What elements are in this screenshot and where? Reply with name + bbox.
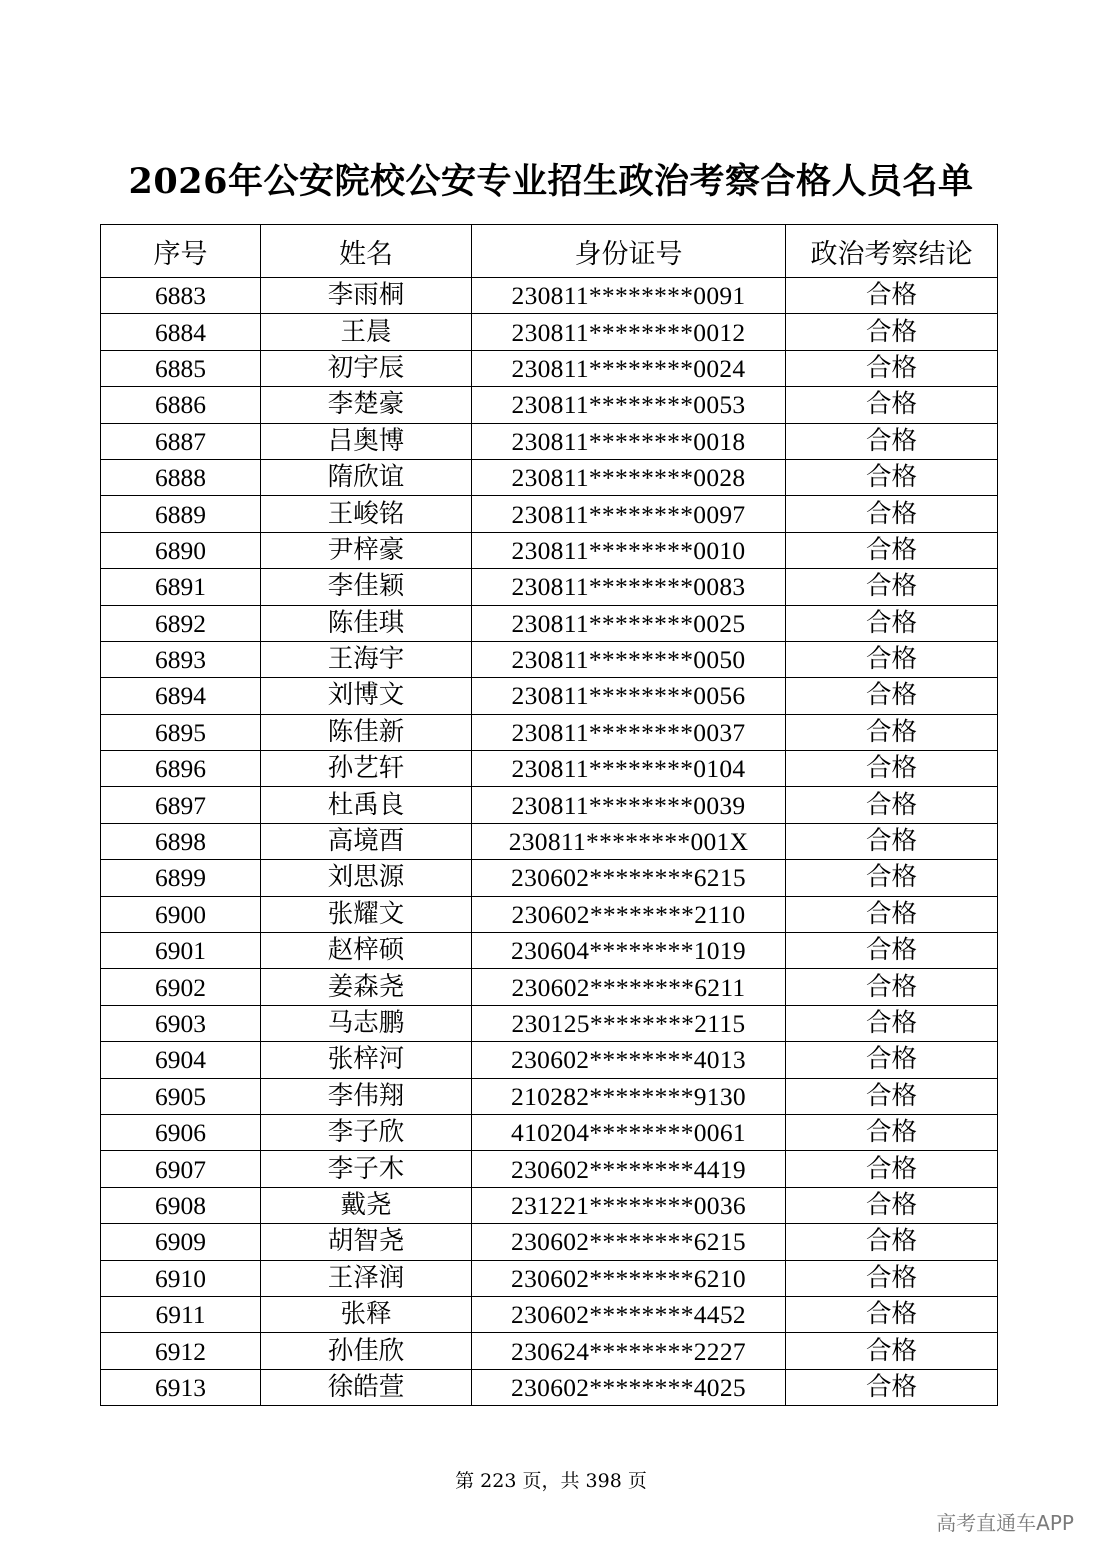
header-name: 姓名	[261, 225, 472, 278]
result-cell: 合格	[786, 532, 998, 568]
result-cell: 合格	[786, 387, 998, 423]
seq-cell: 6908	[101, 1187, 261, 1223]
header-seq: 序号	[101, 225, 261, 278]
name-cell: 张释	[261, 1296, 472, 1332]
id-number-cell: 230811********0025	[472, 605, 786, 641]
result-cell: 合格	[786, 1042, 998, 1078]
id-number-cell: 230602********4452	[472, 1296, 786, 1332]
seq-cell: 6883	[101, 278, 261, 314]
id-number-cell: 230811********001X	[472, 823, 786, 859]
name-cell: 初宇辰	[261, 350, 472, 386]
id-number-cell: 230811********0024	[472, 350, 786, 386]
seq-cell: 6897	[101, 787, 261, 823]
name-cell: 吕奥博	[261, 423, 472, 459]
name-cell: 孙佳欣	[261, 1333, 472, 1369]
name-cell: 高境酉	[261, 823, 472, 859]
table-row	[101, 714, 998, 750]
name-cell: 李佳颖	[261, 569, 472, 605]
id-number-cell: 230811********0056	[472, 678, 786, 714]
seq-cell: 6898	[101, 823, 261, 859]
roster-body	[101, 278, 998, 1406]
name-cell: 刘博文	[261, 678, 472, 714]
name-cell: 李楚豪	[261, 387, 472, 423]
seq-cell: 6903	[101, 1005, 261, 1041]
result-cell: 合格	[786, 496, 998, 532]
name-cell: 李子欣	[261, 1114, 472, 1150]
id-number-cell: 230602********4013	[472, 1042, 786, 1078]
name-cell: 张耀文	[261, 896, 472, 932]
seq-cell: 6901	[101, 933, 261, 969]
name-cell: 刘思源	[261, 860, 472, 896]
page-footer: 第 223 页，共 398 页	[455, 1470, 647, 1492]
result-cell: 合格	[786, 1224, 998, 1260]
seq-cell: 6890	[101, 532, 261, 568]
table-row	[101, 1369, 998, 1405]
id-number-cell: 230811********0083	[472, 569, 786, 605]
result-cell: 合格	[786, 314, 998, 350]
table-row	[101, 933, 998, 969]
id-number-cell: 230811********0039	[472, 787, 786, 823]
table-row	[101, 1005, 998, 1041]
result-cell: 合格	[786, 1078, 998, 1114]
result-cell: 合格	[786, 1369, 998, 1405]
seq-cell: 6892	[101, 605, 261, 641]
table-row	[101, 751, 998, 787]
table-row	[101, 896, 998, 932]
seq-cell: 6905	[101, 1078, 261, 1114]
result-cell: 合格	[786, 1333, 998, 1369]
id-number-cell: 230811********0091	[472, 278, 786, 314]
seq-cell: 6886	[101, 387, 261, 423]
document-title: 2026年公安院校公安专业招生政治考察合格人员名单	[128, 161, 974, 202]
result-cell: 合格	[786, 1260, 998, 1296]
result-cell: 合格	[786, 1151, 998, 1187]
table-row	[101, 423, 998, 459]
id-number-cell: 230602********4419	[472, 1151, 786, 1187]
table-row	[101, 1296, 998, 1332]
name-cell: 张梓河	[261, 1042, 472, 1078]
name-cell: 隋欣谊	[261, 459, 472, 495]
seq-cell: 6895	[101, 714, 261, 750]
result-cell: 合格	[786, 641, 998, 677]
id-number-cell: 230125********2115	[472, 1005, 786, 1041]
result-cell: 合格	[786, 278, 998, 314]
id-number-cell: 230811********0053	[472, 387, 786, 423]
id-number-cell: 230624********2227	[472, 1333, 786, 1369]
id-number-cell: 230602********6211	[472, 969, 786, 1005]
name-cell: 李伟翔	[261, 1078, 472, 1114]
seq-cell: 6910	[101, 1260, 261, 1296]
id-number-cell: 230811********0104	[472, 751, 786, 787]
table-row	[101, 350, 998, 386]
table-row	[101, 459, 998, 495]
table-row	[101, 1042, 998, 1078]
seq-cell: 6899	[101, 860, 261, 896]
table-row	[101, 1151, 998, 1187]
table-row	[101, 278, 998, 314]
seq-cell: 6884	[101, 314, 261, 350]
watermark: 高考直通车APP	[936, 1511, 1074, 1535]
table-row	[101, 860, 998, 896]
table-header-row	[101, 225, 998, 278]
result-cell: 合格	[786, 1187, 998, 1223]
result-cell: 合格	[786, 823, 998, 859]
id-number-cell: 230811********0018	[472, 423, 786, 459]
id-number-cell: 231221********0036	[472, 1187, 786, 1223]
name-cell: 孙艺轩	[261, 751, 472, 787]
name-cell: 王晨	[261, 314, 472, 350]
table-row	[101, 605, 998, 641]
result-cell: 合格	[786, 751, 998, 787]
seq-cell: 6896	[101, 751, 261, 787]
id-number-cell: 230602********4025	[472, 1369, 786, 1405]
id-number-cell: 230811********0050	[472, 641, 786, 677]
result-cell: 合格	[786, 787, 998, 823]
table-row	[101, 496, 998, 532]
result-cell: 合格	[786, 896, 998, 932]
table-row	[101, 1187, 998, 1223]
seq-cell: 6913	[101, 1369, 261, 1405]
seq-cell: 6888	[101, 459, 261, 495]
seq-cell: 6894	[101, 678, 261, 714]
name-cell: 徐皓萱	[261, 1369, 472, 1405]
table-row	[101, 641, 998, 677]
roster-table	[100, 224, 998, 1406]
table-row	[101, 1333, 998, 1369]
result-cell: 合格	[786, 933, 998, 969]
result-cell: 合格	[786, 969, 998, 1005]
table-row	[101, 1224, 998, 1260]
id-number-cell: 230811********0028	[472, 459, 786, 495]
result-cell: 合格	[786, 678, 998, 714]
table-row	[101, 823, 998, 859]
name-cell: 戴尧	[261, 1187, 472, 1223]
name-cell: 王泽润	[261, 1260, 472, 1296]
id-number-cell: 410204********0061	[472, 1114, 786, 1150]
table-row	[101, 1078, 998, 1114]
name-cell: 杜禹良	[261, 787, 472, 823]
result-cell: 合格	[786, 569, 998, 605]
id-number-cell: 230811********0037	[472, 714, 786, 750]
table-row	[101, 1260, 998, 1296]
table-row	[101, 387, 998, 423]
name-cell: 尹梓豪	[261, 532, 472, 568]
id-number-cell: 230602********2110	[472, 896, 786, 932]
name-cell: 李雨桐	[261, 278, 472, 314]
name-cell: 李子木	[261, 1151, 472, 1187]
table-row	[101, 969, 998, 1005]
id-number-cell: 230811********0097	[472, 496, 786, 532]
id-number-cell: 230602********6215	[472, 860, 786, 896]
name-cell: 姜森尧	[261, 969, 472, 1005]
seq-cell: 6891	[101, 569, 261, 605]
name-cell: 王海宇	[261, 641, 472, 677]
seq-cell: 6904	[101, 1042, 261, 1078]
seq-cell: 6887	[101, 423, 261, 459]
header-id-number: 身份证号	[472, 225, 786, 278]
id-number-cell: 230811********0010	[472, 532, 786, 568]
name-cell: 赵梓硕	[261, 933, 472, 969]
header-result: 政治考察结论	[786, 225, 998, 278]
table-row	[101, 678, 998, 714]
name-cell: 王峻铭	[261, 496, 472, 532]
seq-cell: 6902	[101, 969, 261, 1005]
id-number-cell: 230602********6215	[472, 1224, 786, 1260]
table-row	[101, 532, 998, 568]
result-cell: 合格	[786, 459, 998, 495]
name-cell: 胡智尧	[261, 1224, 472, 1260]
table-row	[101, 314, 998, 350]
table-row	[101, 787, 998, 823]
result-cell: 合格	[786, 350, 998, 386]
id-number-cell: 230602********6210	[472, 1260, 786, 1296]
seq-cell: 6912	[101, 1333, 261, 1369]
seq-cell: 6885	[101, 350, 261, 386]
table-row	[101, 1114, 998, 1150]
seq-cell: 6900	[101, 896, 261, 932]
result-cell: 合格	[786, 860, 998, 896]
result-cell: 合格	[786, 714, 998, 750]
id-number-cell: 210282********9130	[472, 1078, 786, 1114]
result-cell: 合格	[786, 1114, 998, 1150]
result-cell: 合格	[786, 1005, 998, 1041]
name-cell: 陈佳新	[261, 714, 472, 750]
seq-cell: 6907	[101, 1151, 261, 1187]
table-row	[101, 569, 998, 605]
seq-cell: 6906	[101, 1114, 261, 1150]
seq-cell: 6893	[101, 641, 261, 677]
result-cell: 合格	[786, 423, 998, 459]
result-cell: 合格	[786, 605, 998, 641]
id-number-cell: 230811********0012	[472, 314, 786, 350]
seq-cell: 6911	[101, 1296, 261, 1332]
result-cell: 合格	[786, 1296, 998, 1332]
id-number-cell: 230604********1019	[472, 933, 786, 969]
name-cell: 陈佳琪	[261, 605, 472, 641]
seq-cell: 6889	[101, 496, 261, 532]
seq-cell: 6909	[101, 1224, 261, 1260]
name-cell: 马志鹏	[261, 1005, 472, 1041]
